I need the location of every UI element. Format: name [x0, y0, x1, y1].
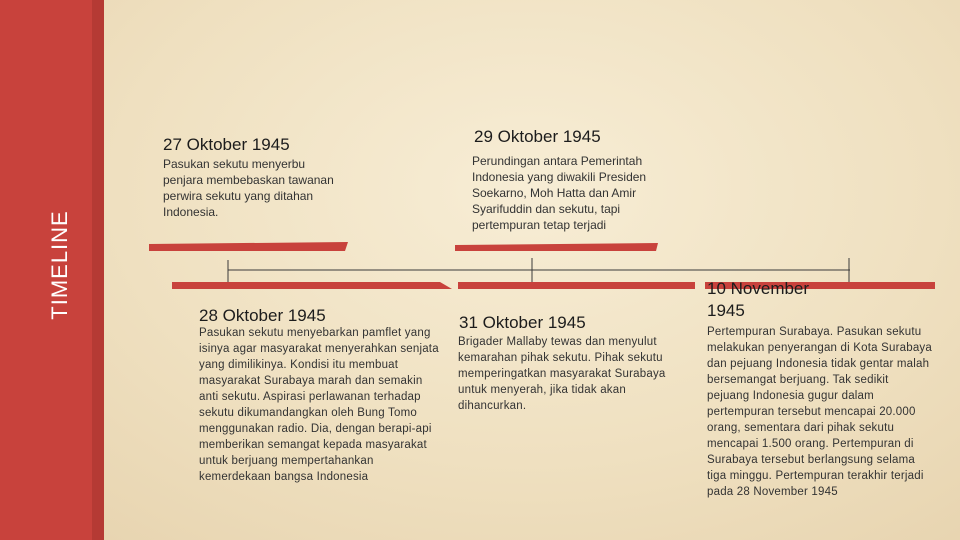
red-bar-bottom-1 — [172, 282, 452, 289]
event-date-28-oktober: 28 Oktober 1945 — [199, 306, 326, 325]
event-date-31-oktober: 31 Oktober 1945 — [459, 313, 586, 332]
red-bar-bottom-2 — [458, 282, 695, 289]
red-bar-top-right — [455, 243, 658, 251]
event-desc-31-oktober: Brigader Mallaby tewas dan menyulut kemarahan pihak sekutu. Pihak sekutu memperingatkan masyarakat Surabaya untuk menyerah, jika tidak akan dihancurkan. — [458, 336, 666, 412]
event-desc-27-oktober: Pasukan sekutu menyerbu penjara membebaskan tawanan perwira sekutu yang ditahan Indonesia. — [163, 157, 334, 219]
event-date-10-november: 10 November 1945 — [707, 279, 810, 320]
red-bar-top-left — [149, 242, 348, 251]
event-desc-10-november: Pertempuran Surabaya. Pasukan sekutu melakukan penyerangan di Kota Surabaya dan pejuang Indonesia tidak gentar malah bersemangat berjuang. Tak sedikit pejuang Indonesia gugur dalam pertempuran tersebut mencapai 20.000 orang, sementara dari pihak sekutu mencapai 1.500 orang. Pertempuran di Surabaya tersebut berlangsung selama tiga minggu. Pertempuran terakhir terjadi pada 28 November 1945 — [707, 326, 932, 498]
event-date-29-oktober: 29 Oktober 1945 — [474, 127, 601, 146]
event-date-27-oktober: 27 Oktober 1945 — [163, 135, 290, 154]
event-desc-29-oktober: Perundingan antara Pemerintah Indonesia yang diwakili Presiden Soekarno, Moh Hatta dan Amir Syarifuddin dan sekutu, tapi pertempuran tetap terjadi — [472, 154, 647, 232]
event-desc-28-oktober: Pasukan sekutu menyebarkan pamflet yang isinya agar masyarakat menyerahkan senjata yang dimilikinya. Kondisi itu membuat masyarakat Surabaya marah dan semakin anti sekutu. Aspirasi perlawanan terhadap sekutu dikumandangkan oleh Bung Tomo menggunakan radio. Dia, dengan berapi-api memberikan semangat kepada masyarakat untuk berjuang mempertahankan kemerdekaan bangsa Indonesia — [199, 327, 439, 483]
timeline-title: TIMELINE — [47, 210, 72, 320]
